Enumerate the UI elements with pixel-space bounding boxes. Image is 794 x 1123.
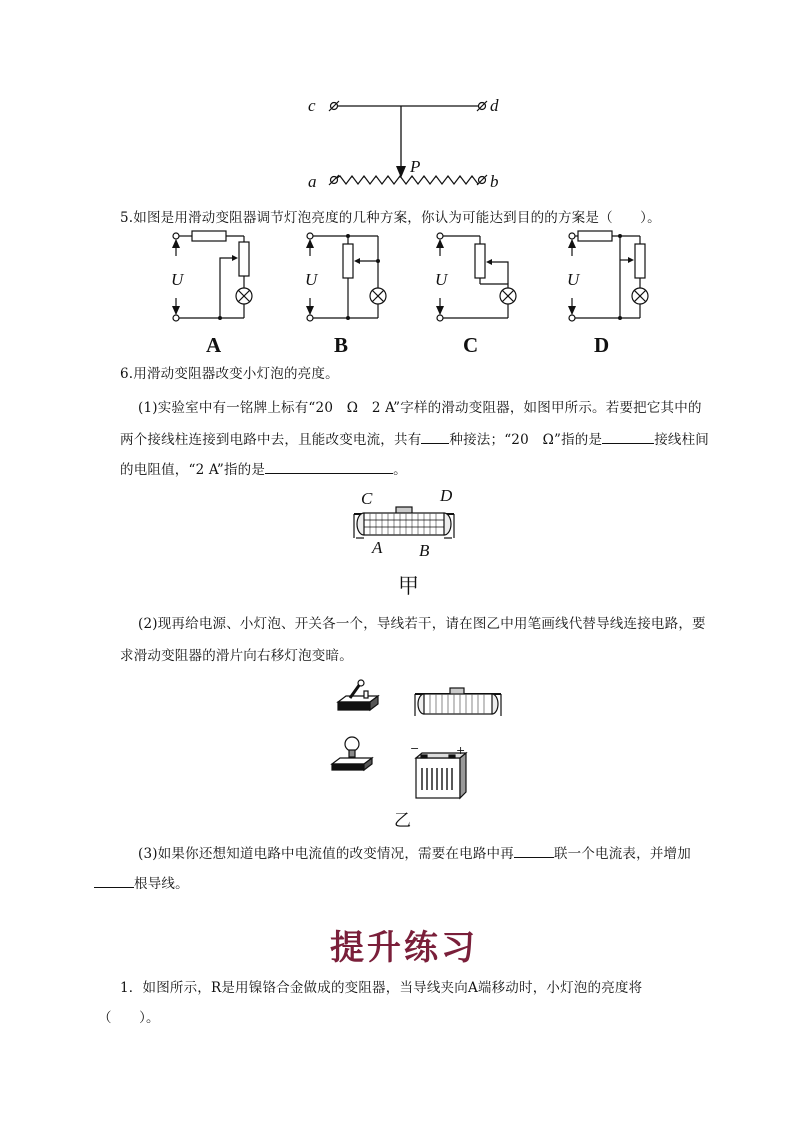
q6-part2-line1: (2)现再给电源、小灯泡、开关各一个，导线若干，请在图乙中用笔画线代替导线连接电路，要 (138, 616, 706, 632)
answer-blank-connection[interactable] (514, 845, 554, 858)
q6-part1-text-e: 。 (393, 462, 407, 478)
voltage-u-label-a: U (171, 270, 184, 289)
terminal-d-label: d (490, 96, 499, 115)
terminal-b-label: b (490, 172, 499, 191)
q6-part3-line1 (138, 842, 691, 862)
answer-blank-current[interactable] (265, 461, 393, 474)
voltage-u-label-c: U (435, 270, 448, 289)
knife-switch-figure (336, 678, 382, 714)
q6-part1-text-a: 两个接线柱连接到电路中去，且能改变电流，共有 (120, 432, 422, 448)
terminal-b-label-jia: B (419, 541, 430, 560)
answer-blank-terminals[interactable] (602, 431, 654, 444)
q6-part3-text-b: 联一个电流表，并增加 (553, 846, 691, 862)
answer-blank-wires[interactable] (94, 875, 134, 888)
option-c-caption: C (463, 333, 479, 357)
terminal-d-label-jia: D (440, 486, 453, 505)
q6-part1-line3 (120, 458, 407, 478)
figure-yi-caption: 乙 (394, 811, 411, 831)
voltage-u-label-d: U (567, 270, 580, 289)
q6-part3-text-c: 根导线。 (134, 876, 189, 892)
section-title: 提升练习 (330, 928, 478, 968)
q6-part3-line2 (94, 872, 189, 892)
light-bulb-figure (330, 736, 380, 776)
q6-part2-line2: 求滑动变阻器的滑片向右移灯泡变暗。 (120, 648, 353, 664)
voltage-u-label-b: U (305, 270, 318, 289)
slider-p-label: P (410, 157, 421, 176)
q6-part1-text-c: 接线柱间 (654, 432, 709, 448)
q6-part1-line2 (120, 428, 709, 448)
battery-figure (412, 752, 468, 800)
option-b-caption: B (334, 333, 349, 357)
battery-minus-sign: − (410, 742, 420, 755)
q6-part3-text-a: (3)如果你还想知道电路中电流值的改变情况，需要在电路中再 (138, 846, 514, 862)
q6-part1-text-b: 种接法；“20 Ω”指的是 (449, 432, 603, 448)
rheostat-cd-ab-figure (300, 88, 520, 198)
battery-plus-sign: + (456, 744, 466, 757)
option-a-caption: A (206, 333, 222, 357)
answer-blank-count[interactable] (421, 431, 449, 444)
terminal-a-label: a (308, 172, 317, 191)
terminal-a-label-jia: A (372, 538, 383, 557)
q6-part1-text-d: 的电阻值，“2 A”指的是 (120, 462, 266, 478)
sliding-rheostat-yi-figure (412, 684, 504, 726)
t1-line1: 1．如图所示，R是用镍铬合金做成的变阻器，当导线夹向A端移动时，小灯泡的亮度将 (120, 980, 643, 996)
figure-jia-caption: 甲 (398, 574, 419, 598)
q5-text: 5.如图是用滑动变阻器调节灯泡亮度的几种方案，你认为可能达到目的的方案是（ ）。 (120, 210, 661, 226)
option-d-caption: D (594, 333, 610, 357)
q6-title: 6.用滑动变阻器改变小灯泡的亮度。 (120, 366, 339, 382)
t1-line2: （ ）。 (98, 1010, 160, 1026)
terminal-c-label: c (308, 96, 316, 115)
q6-part1-line1: (1)实验室中有一铭牌上标有“20 Ω 2 A”字样的滑动变阻器，如图甲所示。若要把它其中的 (138, 400, 702, 416)
terminal-c-label-jia: C (361, 489, 373, 508)
